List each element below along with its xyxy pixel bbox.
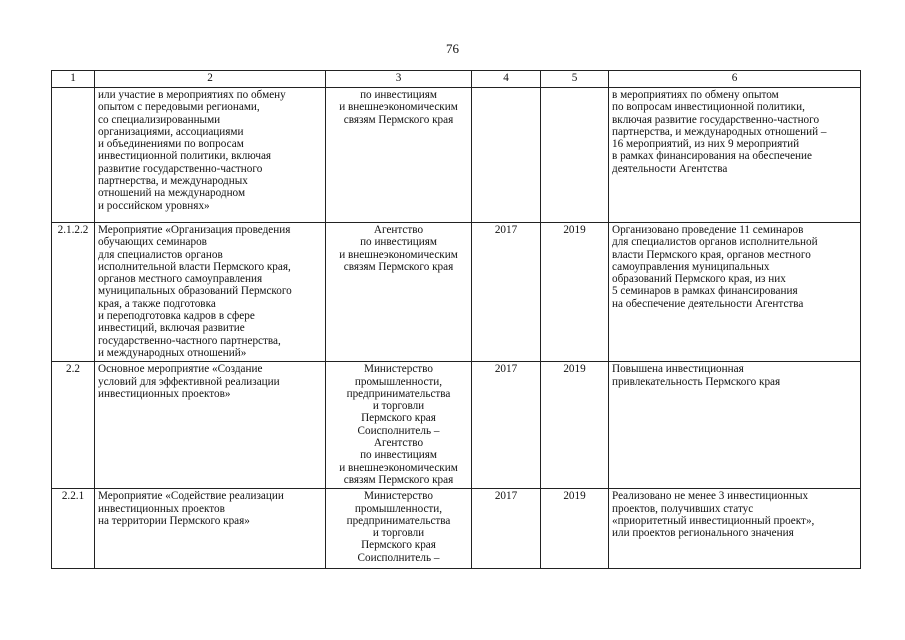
measure-name-cell: Мероприятие «Содействие реализации инвестиционных проектов на территории Пермского края» xyxy=(95,489,326,569)
result-cell: Организовано проведение 11 семинаров для специалистов органов исполнительной власти Пермского края, органов местного самоуправления муниципальных образований Пермского края, из них 5 семинаров в рамках финансирования на обеспечение деятельности Агентства xyxy=(609,223,861,362)
table-row xyxy=(52,88,861,223)
end-year-cell: 2019 xyxy=(541,223,609,362)
measures-table xyxy=(51,70,861,569)
executor-cell: Министерство промышленности, предпринимательства и торговли Пермского края Соисполнитель – Агентство по инвестициям и внешнеэкономическим связям Пермского края xyxy=(326,362,472,489)
executor-cell: Агентство по инвестициям и внешнеэкономическим связям Пермского края xyxy=(326,223,472,362)
measure-name-cell: Мероприятие «Организация проведения обучающих семинаров для специалистов органов исполнительной власти Пермского края, органов местного самоуправления муниципальных образований Пермского края, а также подготовка и переподготовка кадров в сфере инвестиций, включая развитие государственно-частного партнерства, и международных отношений» xyxy=(95,223,326,362)
row-number-cell xyxy=(52,88,95,223)
column-header: 4 xyxy=(472,71,541,88)
measure-name-cell: или участие в мероприятиях по обмену опытом с передовыми регионами, со специализированными организациями, ассоциациями и объединениями по вопросам инвестиционной политики, включая развитие государственно-частного партнерства, и международных отношений на международном и российском уровнях» xyxy=(95,88,326,223)
executor-cell: Министерство промышленности, предпринимательства и торговли Пермского края Соисполнитель – xyxy=(326,489,472,569)
end-year-cell: 2019 xyxy=(541,362,609,489)
result-cell: Реализовано не менее 3 инвестиционных проектов, получивших статус «приоритетный инвестиционный проект», или проектов регионального значения xyxy=(609,489,861,569)
executor-cell: по инвестициям и внешнеэкономическим связям Пермского края xyxy=(326,88,472,223)
table-header-row xyxy=(52,71,861,88)
table-row xyxy=(52,489,861,569)
end-year-cell: 2019 xyxy=(541,489,609,569)
column-header: 2 xyxy=(95,71,326,88)
measure-name-cell: Основное мероприятие «Создание условий для эффективной реализации инвестиционных проектов» xyxy=(95,362,326,489)
end-year-cell xyxy=(541,88,609,223)
column-header: 6 xyxy=(609,71,861,88)
column-header: 5 xyxy=(541,71,609,88)
column-header: 3 xyxy=(326,71,472,88)
start-year-cell: 2017 xyxy=(472,489,541,569)
start-year-cell xyxy=(472,88,541,223)
row-number-cell: 2.1.2.2 xyxy=(52,223,95,362)
column-header: 1 xyxy=(52,71,95,88)
page-number: 76 xyxy=(446,41,459,56)
row-number-cell: 2.2.1 xyxy=(52,489,95,569)
result-cell: Повышена инвестиционная привлекательность Пермского края xyxy=(609,362,861,489)
result-cell: в мероприятиях по обмену опытом по вопросам инвестиционной политики, включая развитие государственно-частного партнерства, и международных отношений – 16 мероприятий, из них 9 мероприятий в рамках финансирования на обеспечение деятельности Агентства xyxy=(609,88,861,223)
start-year-cell: 2017 xyxy=(472,223,541,362)
table-row xyxy=(52,362,861,489)
table-row xyxy=(52,223,861,362)
start-year-cell: 2017 xyxy=(472,362,541,489)
row-number-cell: 2.2 xyxy=(52,362,95,489)
